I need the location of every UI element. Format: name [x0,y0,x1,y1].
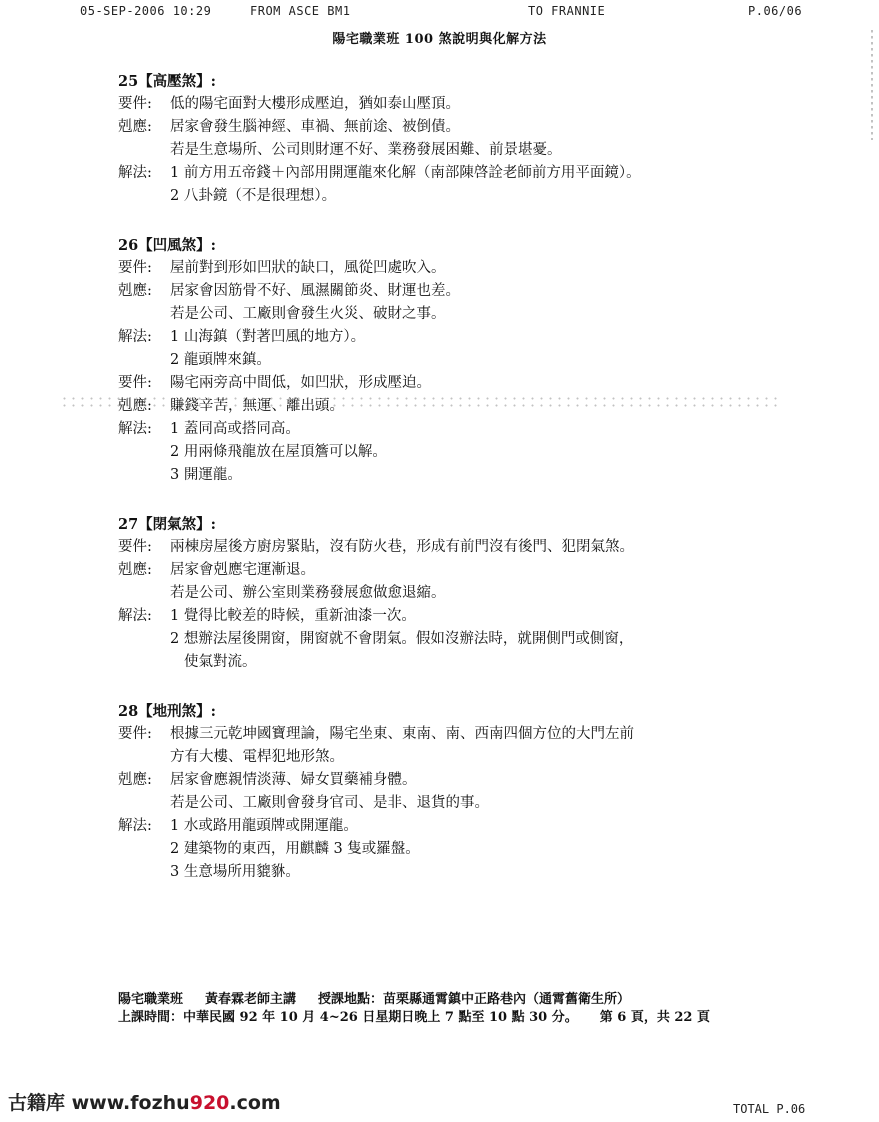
fax-total-pages: TOTAL P.06 [733,1102,806,1116]
section-row [118,93,758,116]
row-label: 要件: [118,726,152,742]
section-row [118,303,758,326]
row-text: 2 用兩條飛龍放在屋頂簷可以解。 [170,444,387,460]
section-row [118,746,758,769]
fax-datetime: 05-SEP-2006 10:29 [80,4,212,18]
section-row [118,349,758,372]
row-label: 剋應: [118,119,152,135]
row-text: 賺錢辛苦，無運、離出頭。 [170,398,344,414]
section-heading: 27【閉氣煞】: [118,516,217,533]
row-text: 方有大樓、電桿犯地形煞。 [170,749,344,765]
section-row [118,723,758,746]
row-label: 要件: [118,260,152,276]
row-label: 剋應: [118,283,152,299]
section-row [118,116,758,139]
watermark-prefix: 古籍库 www.fozhu [8,1092,190,1114]
row-text: 1 前方用五帝錢＋內部用開運龍來化解（南部陳啓詮老師前方用平面鏡）。 [170,165,641,181]
scan-smudge [60,393,780,411]
section-heading: 26【凹風煞】: [118,237,217,254]
row-text: 2 建築物的東西，用麒麟 3 隻或羅盤。 [170,841,420,857]
row-text: 使氣對流。 [184,654,257,670]
page-footer [118,991,758,1027]
section-row [118,139,758,162]
row-text: 陽宅兩旁高中間低，如凹狀，形成壓迫。 [170,375,431,391]
footer-time: 上課時間：中華民國 92 年 10 月 4~26 日星期日晚上 7 點至 10 點 30 分。 [118,1010,578,1025]
section-row [118,464,758,487]
row-text: 若是公司、工廠則會發生火災、破財之事。 [170,306,446,322]
section-4 [118,700,758,884]
row-text: 若是公司、工廠則會發身官司、是非、退貨的事。 [170,795,489,811]
fax-header [0,4,879,20]
fax-to: TO FRANNIE [528,4,606,18]
section-row [118,185,758,208]
row-text: 屋前對到形如凹狀的缺口，風從凹處吹入。 [170,260,446,276]
row-text: 居家會剋應宅運漸退。 [170,562,315,578]
section-heading: 28【地刑煞】: [118,703,217,720]
watermark-suffix: .com [229,1092,281,1114]
fax-from: FROM ASCE BM1 [250,4,351,18]
row-label: 要件: [118,96,152,112]
row-label: 剋應: [118,562,152,578]
section-row [118,651,758,674]
section-1 [118,70,758,208]
section-row [118,605,758,628]
section-row [118,582,758,605]
section-row [118,441,758,464]
section-row [118,792,758,815]
footer-class-name: 陽宅職業班 [118,992,184,1007]
section-row [118,326,758,349]
document-body [118,70,758,910]
section-row [118,769,758,792]
row-label: 解法: [118,818,152,834]
section-row [118,838,758,861]
section-row [118,861,758,884]
section-row [118,628,758,651]
row-label: 剋應: [118,772,152,788]
section-heading: 25【高壓煞】: [118,73,217,90]
row-text: 3 生意場所用貔貅。 [170,864,300,880]
site-watermark [8,1088,281,1115]
row-label: 剋應: [118,398,152,414]
row-text: 低的陽宅面對大樓形成壓迫，猶如泰山壓頂。 [170,96,460,112]
row-text: 居家會因筋骨不好、風濕關節炎、財運也差。 [170,283,460,299]
section-row [118,162,758,185]
section-row [118,372,758,395]
row-text: 1 覺得比較差的時候，重新油漆一次。 [170,608,416,624]
section-row [118,536,758,559]
section-3 [118,513,758,674]
document-title: 陽宅職業班 100 煞說明與化解方法 [332,32,547,47]
fax-page: P.06/06 [748,4,803,18]
section-row [118,815,758,838]
row-label: 解法: [118,421,152,437]
row-text: 2 龍頭牌來鎮。 [170,352,271,368]
row-text: 居家會發生腦神經、車禍、無前途、被倒債。 [170,119,460,135]
row-text: 居家會應親情淡薄、婦女買藥補身體。 [170,772,417,788]
row-label: 要件: [118,375,152,391]
row-label: 解法: [118,165,152,181]
row-text: 3 開運龍。 [170,467,242,483]
row-text: 1 蓋同高或搭同高。 [170,421,300,437]
footer-page-number: 第 6 頁，共 22 頁 [599,1010,710,1025]
footer-location: 授課地點：苗栗縣通霄鎮中正路巷內（通霄舊衛生所） [318,992,631,1007]
row-text: 兩棟房屋後方廚房緊貼，沒有防火巷，形成有前門沒有後門、犯閉氣煞。 [170,539,634,555]
row-label: 解法: [118,608,152,624]
section-row [118,280,758,303]
watermark-number: 920 [189,1092,230,1114]
footer-teacher: 黃春霖老師主講 [205,992,297,1007]
section-row [118,257,758,280]
row-text: 1 水或路用龍頭牌或開運龍。 [170,818,358,834]
section-row [118,418,758,441]
row-text: 2 想辦法屋後開窗，開窗就不會閉氣。假如沒辦法時，就開側門或側窗， [170,631,634,647]
row-text: 2 八卦鏡（不是很理想）。 [170,188,337,204]
row-text: 若是生意場所、公司則財運不好、業務發展困難、前景堪憂。 [170,142,562,158]
section-2 [118,234,758,487]
row-label: 要件: [118,539,152,555]
row-text: 若是公司、辦公室則業務發展愈做愈退縮。 [170,585,446,601]
section-row [118,559,758,582]
row-label: 解法: [118,329,152,345]
row-text: 根據三元乾坤國寶理論，陽宅坐東、東南、南、西南四個方位的大門左前 [170,726,634,742]
row-text: 1 山海鎮（對著凹風的地方）。 [170,329,366,345]
